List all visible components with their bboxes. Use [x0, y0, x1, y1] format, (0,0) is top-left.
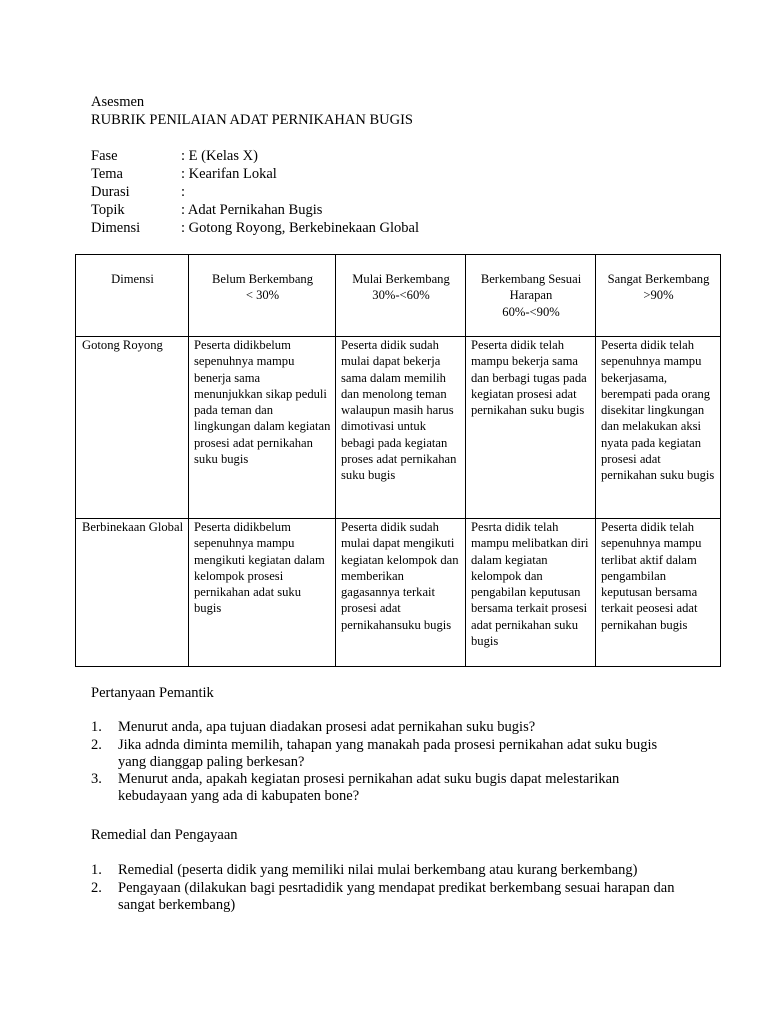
meta-row-tema: [91, 165, 731, 183]
document-title: RUBRIK PENILAIAN ADAT PERNIKAHAN BUGIS: [91, 112, 413, 128]
meta-block: [91, 147, 731, 237]
meta-row-topik: [91, 201, 731, 219]
table-header-row: [76, 255, 721, 337]
meta-value: : E (Kelas X): [181, 148, 258, 164]
table-cell: Peserta didik sudah mulai dapat bekerja sama dalam memilih dan menolong teman walaupun masih harus dimotivasi untuk bebagi pada kegiatan proses adat pernikahan suku bugis: [336, 337, 466, 519]
table-cell: Peserta didikbelum sepenuhnya mampu benerja sama menunjukkan sikap peduli pada teman dan lingkungan dalam kegiatan prosesi adat pernikahan suku bugis: [189, 337, 336, 519]
meta-value: :: [181, 184, 186, 200]
list-item: 1. Menurut anda, apa tujuan diadakan prosesi adat pernikahan suku bugis?: [91, 719, 536, 735]
header-belum-berkembang: Belum Berkembang < 30%: [189, 255, 336, 337]
meta-key: Fase: [91, 148, 118, 164]
meta-key: Tema: [91, 166, 123, 182]
pertanyaan-list: [91, 719, 681, 806]
remedial-title: Remedial dan Pengayaan: [91, 827, 238, 843]
header-berkembang-sesuai-harapan: Berkembang Sesuai Harapan 60%-<90%: [466, 255, 596, 337]
assessment-label: Asesmen: [91, 94, 145, 110]
meta-row-fase: [91, 147, 731, 165]
table-row: [76, 337, 721, 519]
meta-value: : Gotong Royong, Berkebinekaan Global: [181, 220, 419, 236]
meta-key: Topik: [91, 202, 125, 218]
meta-row-dimensi: [91, 219, 731, 237]
list-item: 2. Jika adnda diminta memilih, tahapan yang manakah pada prosesi pernikahan adat suku bugis yang dianggap paling berkesan?: [91, 736, 658, 770]
meta-value: : Adat Pernikahan Bugis: [181, 202, 323, 218]
table-row: [76, 519, 721, 667]
table-cell: Peserta didik telah sepenuhnya mampu terlibat aktif dalam pengambilan keputusan bersama terkait peosesi adat pernikahan bugis: [596, 519, 721, 667]
list-item: 1. Remedial (peserta didik yang memiliki nilai mulai berkembang atau kurang berkembang): [91, 862, 638, 878]
table-cell: Pesrta didik telah mampu melibatkan diri dalam kegiatan kelompok dan pengabilan keputusan bersama terkait prosesi adat pernikahan suku bugis: [466, 519, 596, 667]
meta-key: Durasi: [91, 184, 130, 200]
header-dimensi: Dimensi: [76, 255, 189, 337]
table-cell: Peserta didik telah sepenuhnya mampu bekerjasama, berempati pada orang disekitar lingkungan dan melakukan aksi nyata pada kegiatan prosesi adat pernikahan suku bugis: [596, 337, 721, 519]
row-dimension: Gotong Royong: [76, 337, 189, 519]
document-header: [91, 93, 731, 237]
remedial-list: [91, 862, 681, 914]
table-cell: Peserta didik sudah mulai dapat mengikuti kegiatan kelompok dan memberikan gagasannya terkait prosesi adat pernikahansuku bugis: [336, 519, 466, 667]
table-cell: Peserta didikbelum sepenuhnya mampu mengikuti kegiatan dalam kelompok prosesi pernikahan adat suku bugis: [189, 519, 336, 667]
meta-key: Dimensi: [91, 220, 141, 236]
list-item: 2. Pengayaan (dilakukan bagi pesrtadidik yang mendapat predikat berkembang sesuai harapan dan sangat berkembang): [91, 879, 675, 913]
header-sangat-berkembang: Sangat Berkembang >90%: [596, 255, 721, 337]
table-cell: Peserta didik telah mampu bekerja sama dan berbagi tugas pada kegiatan prosesi adat pernikahan suku bugis: [466, 337, 596, 519]
pertanyaan-title: Pertanyaan Pemantik: [91, 685, 214, 701]
meta-value: : Kearifan Lokal: [181, 166, 277, 182]
meta-row-durasi: [91, 183, 731, 201]
rubric-table: [75, 254, 721, 667]
row-dimension: Berbinekaan Global: [76, 519, 189, 667]
header-mulai-berkembang: Mulai Berkembang 30%-<60%: [336, 255, 466, 337]
list-item: 3. Menurut anda, apakah kegiatan prosesi pernikahan adat suku bugis dapat melestarikan kebudayaan yang ada di kabupaten bone?: [91, 771, 620, 804]
